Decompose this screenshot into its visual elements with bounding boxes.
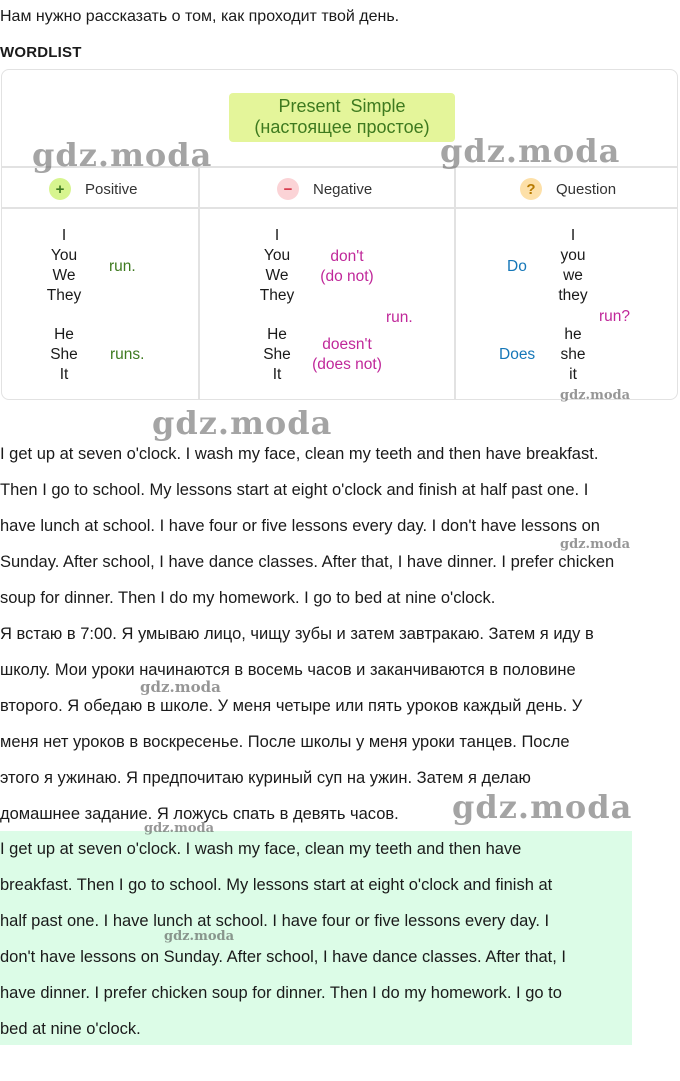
russian-line: второго. Я обедаю в школе. У меня четыре или пять уроков каждый день. У (0, 697, 583, 715)
english-line: Sunday. After school, I have dance classes. After that, I have dinner. I prefer chicken (0, 553, 615, 571)
watermark: gdz.moda (144, 821, 215, 836)
russian-line: домашнее задание. Я ложусь спать в девять часов. (0, 805, 399, 823)
question-label: Question (556, 180, 617, 198)
answer-line: I get up at seven o'clock. I wash my face, clean my teeth and then have (0, 840, 522, 858)
russian-line: меня нет уроков в воскресенье. После школы у меня уроки танцев. После (0, 733, 570, 751)
question-aux-does: Does (499, 346, 536, 363)
wordlist-heading: WORDLIST (0, 44, 82, 61)
column-divider-2 (454, 167, 456, 399)
negative-pronouns-third: He She It (263, 326, 291, 383)
watermark: gdz.moda (560, 388, 631, 403)
grammar-table-card (1, 69, 678, 400)
english-line: soup for dinner. Then I do my homework. I go to bed at nine o'clock. (0, 589, 496, 607)
watermark: gdz.moda (32, 136, 213, 174)
negative-aux-dont: don't (do not) (320, 248, 374, 285)
positive-verb-s: runs. (110, 346, 145, 363)
negative-aux-doesnt: doesn't (does not) (312, 336, 382, 373)
positive-pronouns-plural: I You We They (46, 227, 82, 304)
card-title-line2: (настоящее простое) (254, 117, 430, 137)
watermark: gdz.moda (152, 404, 333, 442)
question-pronouns-third: he she it (560, 326, 586, 383)
question-header (520, 178, 616, 200)
card-title (229, 93, 455, 142)
english-line: Then I go to school. My lessons start at eight o'clock and finish at half past one. I (0, 481, 589, 499)
russian-line: этого я ужинаю. Я предпочитаю куриный суп на ужин. Затем я делаю (0, 769, 531, 787)
intro-text: Нам нужно рассказать о том, как проходит твой день. (0, 8, 400, 25)
answer-line: half past one. I have lunch at school. I have four or five lessons every day. I (0, 912, 550, 930)
card-title-line1: Present Simple (278, 96, 406, 116)
minus-icon: − (277, 178, 299, 200)
english-paragraph (0, 436, 680, 616)
question-pronouns-plural: I you we they (558, 227, 588, 304)
watermark: gdz.moda (452, 788, 633, 826)
positive-pronouns-third: He She It (50, 326, 78, 383)
column-divider-1 (198, 167, 200, 399)
negative-label: Negative (313, 180, 373, 198)
answer-line: bed at nine o'clock. (0, 1020, 141, 1038)
watermark: gdz.moda (560, 537, 631, 552)
negative-pronouns-plural: I You We They (259, 227, 295, 304)
watermark: gdz.moda (164, 929, 235, 944)
answer-line: breakfast. Then I go to school. My lessons start at eight o'clock and finish at (0, 876, 553, 894)
positive-header (49, 178, 138, 200)
header-bottom-divider (2, 207, 677, 209)
russian-line: школу. Мои уроки начинаются в восемь часов и заканчиваются в половине (0, 661, 576, 679)
watermark: gdz.moda (440, 132, 621, 170)
question-icon: ? (520, 178, 542, 200)
negative-verb: run. (386, 309, 413, 326)
answer-line: don't have lessons on Sunday. After school, I have dance classes. After that, I (0, 948, 567, 966)
answer-paragraph (0, 831, 680, 1047)
english-line: have lunch at school. I have four or five lessons every day. I don't have lessons on (0, 517, 600, 535)
positive-verb-base: run. (109, 258, 136, 275)
english-line: I get up at seven o'clock. I wash my face, clean my teeth and then have breakfast. (0, 445, 599, 463)
question-aux-do: Do (507, 258, 527, 275)
answer-line: have dinner. I prefer chicken soup for dinner. Then I do my homework. I go to (0, 984, 562, 1002)
question-verb: run? (599, 308, 631, 325)
watermark: gdz.moda (140, 678, 221, 696)
positive-label: Positive (85, 180, 138, 198)
negative-header (277, 178, 372, 200)
russian-line: Я встаю в 7:00. Я умываю лицо, чищу зубы и затем завтракаю. Затем я иду в (0, 625, 594, 643)
plus-icon: + (49, 178, 71, 200)
